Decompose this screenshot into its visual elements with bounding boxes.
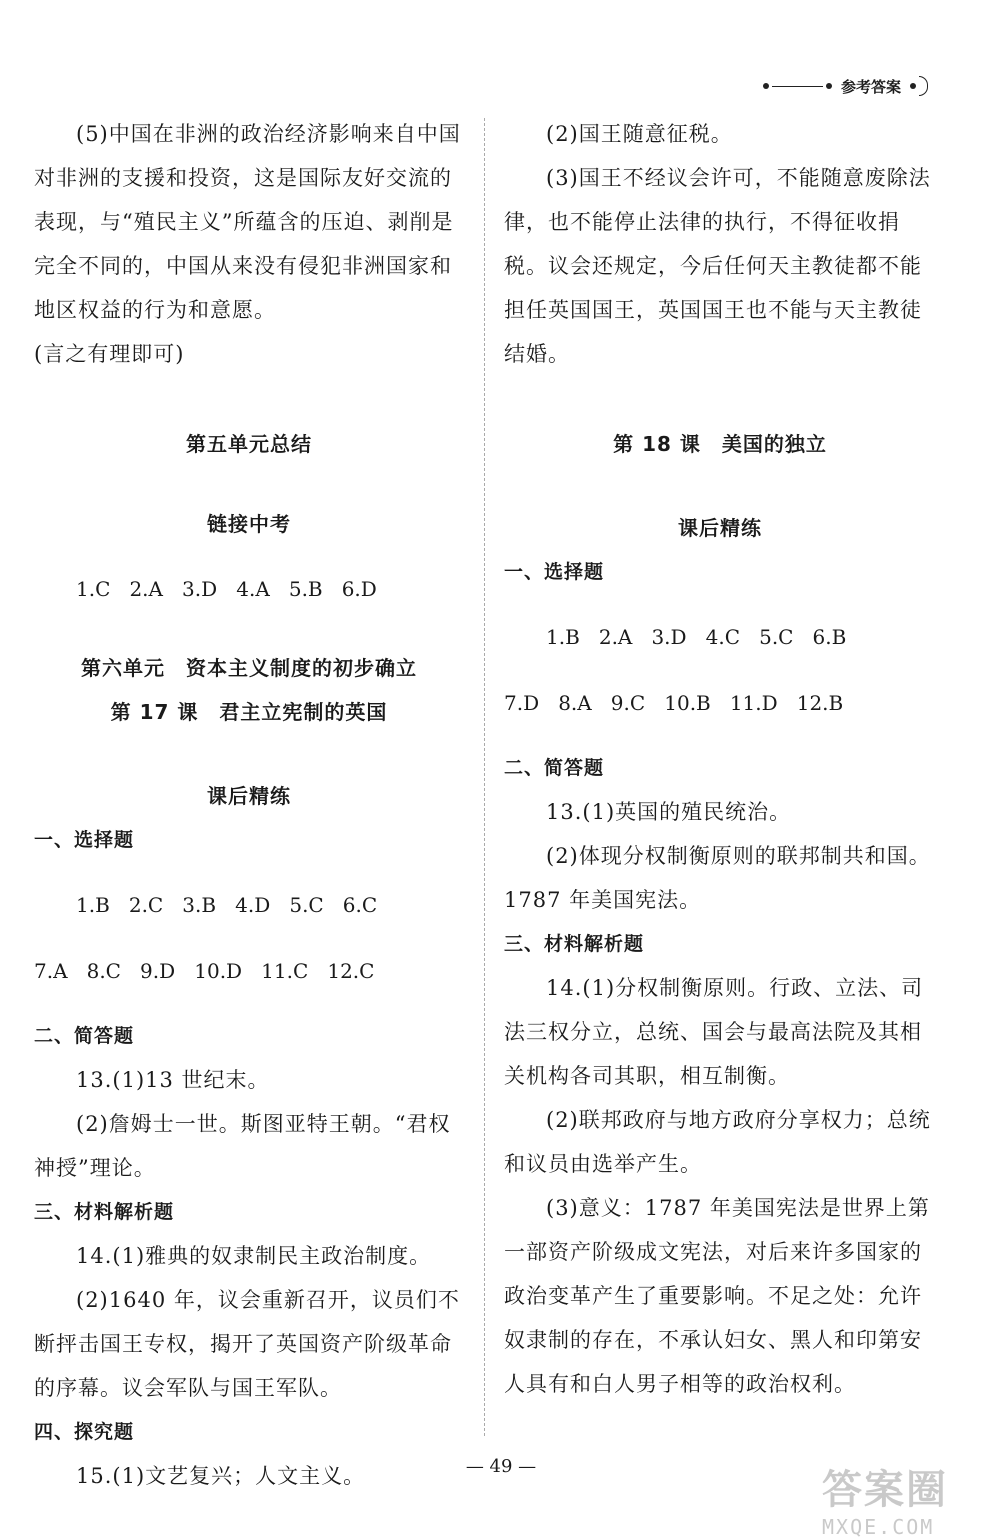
answer-item: 14.(1)雅典的奴隶制民主政治制度。: [76, 1244, 432, 1268]
section-choice: 一、选择题: [504, 561, 605, 583]
choice-answers-row: 7.A 8.C 9.D 10.D 11.C 12.C: [34, 959, 375, 983]
section-short-answer: 二、简答题: [34, 1025, 135, 1047]
section-inquiry: 四、探究题: [34, 1421, 135, 1443]
choice-answers-row: 7.D 8.A 9.C 10.B 11.D 12.B: [504, 691, 844, 715]
section-material: 三、材料解析题: [34, 1201, 175, 1223]
section-short-answer: 二、简答题: [504, 757, 605, 779]
watermark-logo: [822, 1458, 992, 1539]
answer-item: (2)体现分权制衡原则的联邦制共和国。1787 年美国宪法。: [504, 844, 931, 912]
answer-item: (3)意义：1787 年美国宪法是世界上第一部资产阶级成文宪法，对后来许多国家的政治变革产生了重要影响。不足之处：允许奴隶制的存在，不承认妇女、黑人和印第安人具有和白人男子相等的政治权利。: [504, 1196, 930, 1396]
answer-item: (2)詹姆士一世。斯图亚特王朝。“君权神授”理论。: [34, 1112, 451, 1180]
bullet-dot-icon: [910, 83, 916, 89]
answer-key-tag: [760, 74, 928, 98]
answer-item: (2)联邦政府与地方政府分享权力；总统和议员由选举产生。: [504, 1108, 931, 1176]
section-choice: 一、选择题: [34, 829, 135, 851]
answer-item: 15.(1)文艺复兴；人文主义。: [76, 1464, 366, 1488]
answer-key-label: 参考答案: [840, 77, 901, 96]
answer-item: 13.(1)英国的殖民统治。: [546, 800, 792, 824]
header-bracket-icon: [919, 76, 928, 96]
answer-item: 14.(1)分权制衡原则。行政、立法、司法三权分立，总统、国会与最高法院及其相关机构各司其职，相互制衡。: [504, 976, 924, 1088]
bullet-dot-icon: [763, 83, 769, 89]
watermark-text: 答案圈: [822, 1467, 948, 1513]
answer-paragraph: (5)中国在非洲的政治经济影响来自中国对非洲的支援和投资，这是国际友好交流的表现，与“殖民主义”所蕴含的压迫、剥削是完全不同的，中国从来没有侵犯非洲国家和地区权益的行为和意愿。: [34, 122, 461, 322]
watermark-url: MXQE.COM: [822, 1515, 935, 1539]
answer-item: (3)国王不经议会许可，不能随意废除法律，也不能停止法律的执行，不得征收捐税。议会还规定，今后任何天主教徒都不能担任英国国王，英国国王也不能与天主教徒结婚。: [504, 166, 931, 366]
header-rule: [772, 86, 823, 87]
link-exam-answers: 1.C 2.A 3.D 4.A 5.B 6.D: [76, 577, 377, 601]
answer-item: (2)1640 年，议会重新召开，议员们不断抨击国王专权，揭开了英国资产阶级革命的序幕。议会军队与国王军队。: [34, 1288, 460, 1400]
unit6-title: 第六单元 资本主义制度的初步确立: [81, 656, 417, 680]
answer-item: 13.(1)13 世纪末。: [76, 1068, 270, 1092]
unit5-summary-heading: 第五单元总结: [186, 432, 312, 456]
right-column: [504, 112, 936, 1406]
answer-note: (言之有理即可): [34, 342, 185, 366]
practice-heading: 课后精练: [207, 784, 291, 808]
section-material: 三、材料解析题: [504, 933, 645, 955]
lesson18-title: 第 18 课 美国的独立: [613, 432, 827, 456]
link-exam-heading: 链接中考: [207, 512, 291, 536]
answer-item: (2)国王随意征税。: [546, 122, 733, 146]
page-number: — 49 —: [465, 1456, 537, 1477]
lesson17-title: 第 17 课 君主立宪制的英国: [110, 700, 388, 724]
column-divider: [484, 118, 485, 1436]
left-column: [34, 112, 464, 1498]
choice-answers-row: 1.B 2.A 3.D 4.C 5.C 6.B: [546, 625, 847, 649]
choice-answers-row: 1.B 2.C 3.B 4.D 5.C 6.C: [76, 893, 378, 917]
bullet-dot-icon: [826, 83, 832, 89]
practice-heading: 课后精练: [678, 516, 762, 540]
